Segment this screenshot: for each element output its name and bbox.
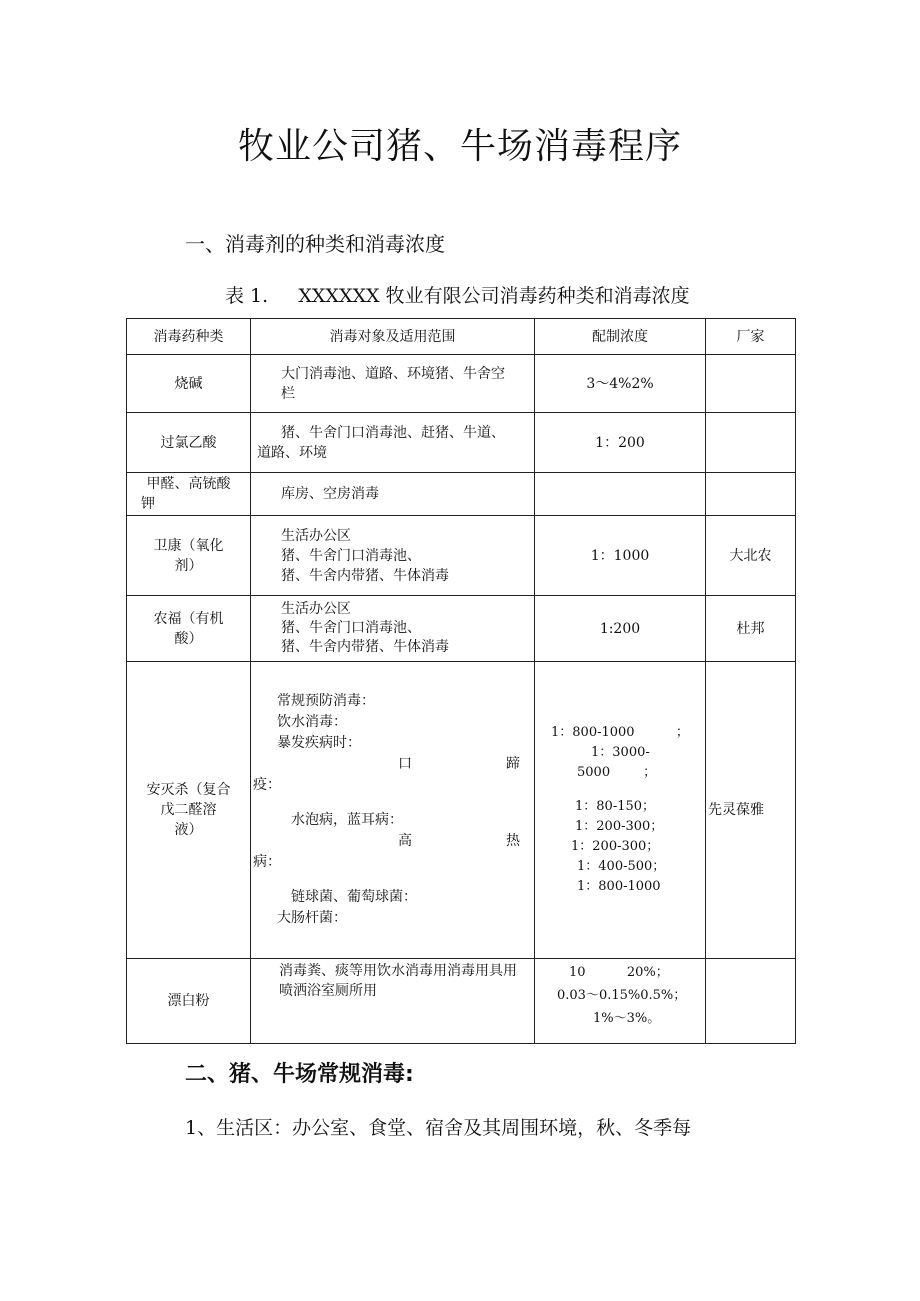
cell-maker [706, 413, 796, 473]
cell-maker: 杜邦 [706, 596, 796, 662]
cell-scope: 常规预防消毒： 饮水消毒： 暴发疾病时： 口 蹄 疫： 水泡病，蓝耳病： 高 热 病： 链球菌、葡萄球菌： 大肠杆菌： [251, 662, 535, 959]
cell-concentration [535, 473, 706, 516]
table-row [127, 473, 796, 516]
table-header-row [127, 319, 796, 355]
table-row [127, 413, 796, 473]
cell-scope: 库房、空房消毒 [251, 473, 535, 516]
cell-type: 烧碱 [127, 355, 251, 413]
cell-maker [706, 959, 796, 1044]
header-maker: 厂家 [706, 319, 796, 355]
cell-concentration: 1：200 [535, 413, 706, 473]
header-concentration: 配制浓度 [535, 319, 706, 355]
header-type: 消毒药种类 [127, 319, 251, 355]
header-scope: 消毒对象及适用范围 [251, 319, 535, 355]
cell-maker: 先灵葆雅 [706, 662, 796, 959]
table-row [127, 596, 796, 662]
table-row [127, 662, 796, 959]
table-caption [225, 281, 690, 308]
table-row [127, 516, 796, 596]
cell-scope: 生活办公区 猪、牛舍门口消毒池、 猪、牛舍内带猪、牛体消毒 [251, 596, 535, 662]
cell-scope: 猪、牛舍门口消毒池、赶猪、牛道、 道路、环境 [251, 413, 535, 473]
cell-type: 漂白粉 [127, 959, 251, 1044]
cell-scope: 生活办公区 猪、牛舍门口消毒池、 猪、牛舍内带猪、牛体消毒 [251, 516, 535, 596]
caption-text: XXXXXX 牧业有限公司消毒药种类和消毒浓度 [298, 285, 690, 307]
cell-concentration: 1：1000 [535, 516, 706, 596]
cell-concentration: 1：800-1000 ； 1：3000- 5000 ； 1：80-150； 1：200-300； 1：200-300； 1：400-500； 1：800-1000 [535, 662, 706, 959]
cell-maker [706, 355, 796, 413]
cell-maker [706, 473, 796, 516]
table-row [127, 355, 796, 413]
section-heading-1: 一、消毒剂的种类和消毒浓度 [185, 232, 445, 256]
cell-concentration: 1:200 [535, 596, 706, 662]
cell-type: 卫康（氧化 剂） [127, 516, 251, 596]
cell-type: 农福（有机 酸） [127, 596, 251, 662]
cell-concentration: 3～4%2% [535, 355, 706, 413]
table-row [127, 959, 796, 1044]
disinfectant-table [126, 318, 796, 1044]
body-paragraph: 1、生活区：办公室、食堂、宿舍及其周围环境，秋、冬季每 [185, 1117, 692, 1139]
cell-type: 过氯乙酸 [127, 413, 251, 473]
cell-scope: 消毒粪、痰等用饮水消毒用消毒用具用 喷洒浴室厕所用 [251, 959, 535, 1044]
cell-maker: 大北农 [706, 516, 796, 596]
section-heading-2: 二、猪、牛场常规消毒: [185, 1062, 414, 1087]
cell-type: 甲醛、高铳酸 钾 [127, 473, 251, 516]
caption-label: 表 1. [225, 285, 269, 307]
page-title: 牧业公司猪、牛场消毒程序 [237, 126, 682, 167]
cell-concentration: 10 20%； 0.03～0.15%0.5%； 1%～3%。 [535, 959, 706, 1044]
cell-type: 安灭杀（复合 戊二醛溶 液） [127, 662, 251, 959]
cell-scope: 大门消毒池、道路、环境猪、牛舍空 栏 [251, 355, 535, 413]
